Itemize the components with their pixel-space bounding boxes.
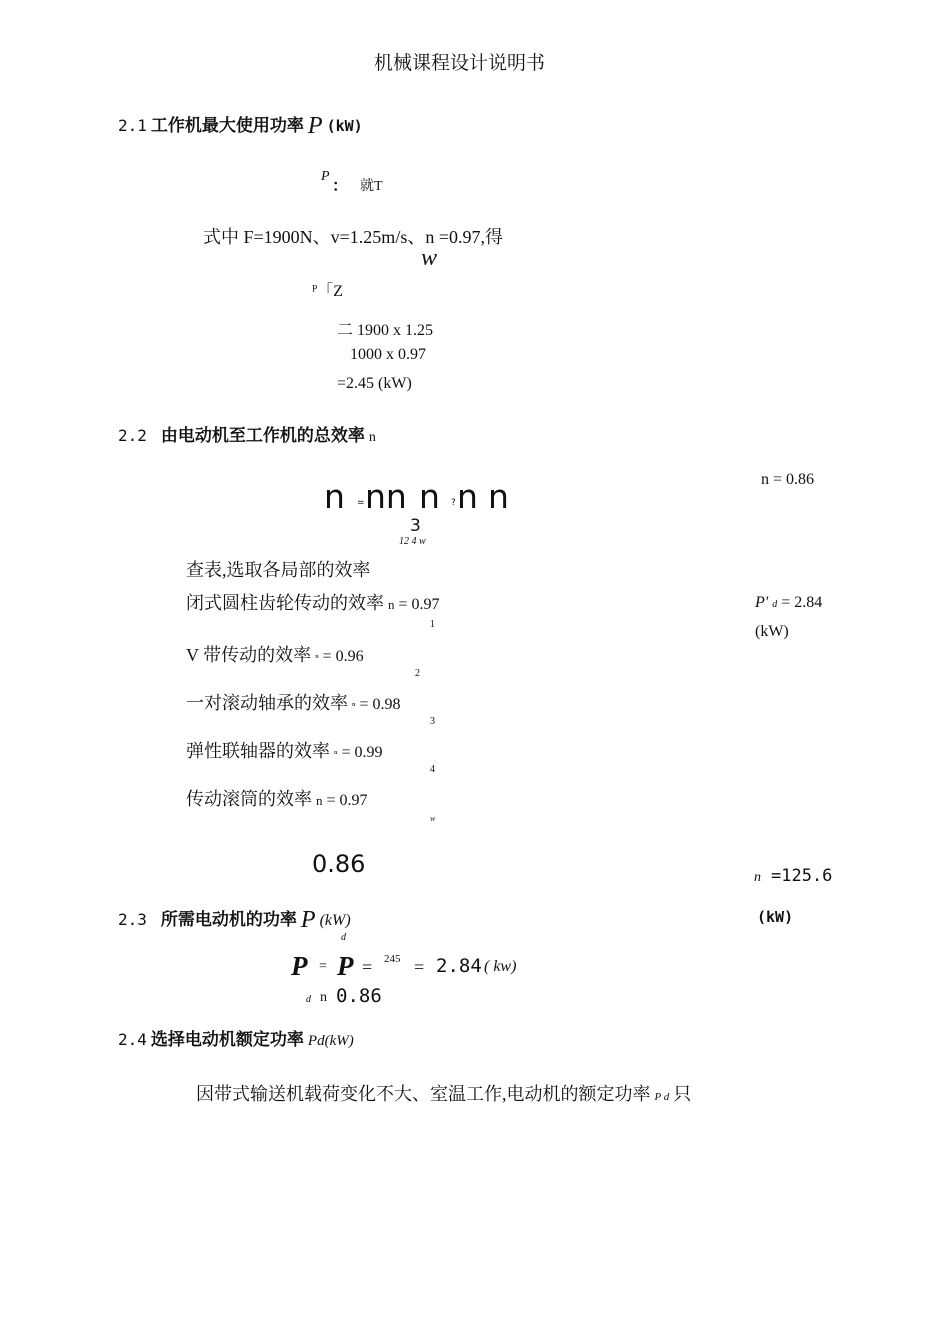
item-label: 一对滚动轴承的效率: [186, 693, 348, 713]
side-note-pd-unit: (kW): [755, 623, 789, 640]
pd-value: = 2.84: [781, 594, 823, 611]
pd-formula-p1: P: [291, 951, 308, 981]
pz-fragment: ᴾ「Z: [312, 283, 344, 300]
given-subscript-w: w: [421, 245, 438, 271]
pd-formula-numerator: 245: [384, 953, 401, 965]
section-title: 选择电动机额定功率: [150, 1030, 304, 1050]
side-note-speed-unit: (kW): [757, 908, 794, 926]
paragraph-symbol: P d: [654, 1091, 670, 1103]
efficiency-formula-exponent: 3: [410, 516, 421, 536]
paragraph-text: 因带式输送机载荷变化不大、室温工作,电动机的额定功率: [196, 1084, 651, 1104]
pd-formula-result: 2.84: [436, 955, 482, 977]
unit-label: (kW): [319, 912, 351, 929]
item-subscript: w: [430, 814, 436, 823]
section-number: 2.4: [118, 1030, 147, 1049]
speed-value: =125.6: [771, 866, 833, 886]
item-subscript: 4: [430, 764, 435, 775]
item-subscript: 1: [430, 619, 435, 630]
item-symbol: ⁿ: [334, 748, 338, 760]
section-title: 由电动机至工作机的总效率: [160, 426, 365, 446]
efficiency-formula-eq: =: [357, 498, 365, 508]
item-value: = 0.98: [359, 696, 401, 713]
list-item: [186, 790, 368, 809]
given-values-text: 式中 F=1900N、v=1.25m/s、n =0.97,得: [203, 227, 503, 247]
page-title: 机械课程设计说明书: [374, 53, 546, 74]
item-symbol: ⁿ: [315, 652, 319, 664]
efficiency-formula-n4: n: [488, 477, 509, 516]
item-symbol: n: [388, 597, 395, 612]
item-value: = 0.99: [341, 744, 383, 761]
paragraph: [196, 1085, 691, 1104]
lookup-text: 查表,选取各局部的效率: [186, 560, 371, 580]
formula-colon: ：: [332, 176, 349, 195]
item-value: = 0.96: [322, 648, 364, 665]
pd-formula-den-n: n: [320, 990, 327, 1005]
pd-formula-unit: ( kw): [484, 958, 517, 975]
section-number: 2.3: [118, 910, 147, 929]
pd-formula-eq1: =: [319, 959, 327, 974]
calc-result: =2.45 (kW): [337, 375, 412, 392]
efficiency-formula-n3: n: [457, 477, 478, 516]
pd-formula-eq2: =: [362, 957, 373, 977]
side-note-pd: [755, 595, 822, 611]
pd-formula-p2: P: [337, 951, 354, 981]
power-symbol: Pd(kW): [307, 1033, 354, 1049]
heading-subscript: d: [341, 932, 346, 943]
unit-label: (kW): [326, 117, 363, 135]
power-symbol: P: [300, 907, 316, 933]
speed-symbol: n: [754, 870, 761, 885]
paragraph-end: 只: [673, 1084, 692, 1104]
item-label: 闭式圆柱齿轮传动的效率: [186, 593, 384, 613]
item-label: V 带传动的效率: [186, 645, 312, 665]
pd-formula-den-value: 0.86: [336, 985, 382, 1007]
item-label: 传动滚筒的效率: [186, 789, 312, 809]
efficiency-formula-n1: n: [324, 477, 345, 516]
side-note-efficiency: n = 0.86: [761, 471, 815, 488]
section-number: 2.1: [118, 116, 147, 135]
calc-numerator: 二 1900 x 1.25: [337, 322, 434, 339]
efficiency-result: 0.86: [312, 850, 366, 878]
pd-formula-sub-d: d: [306, 994, 311, 1005]
efficiency-symbol: n: [368, 430, 376, 445]
side-note-speed: [754, 868, 832, 885]
item-symbol: ⁿ: [352, 700, 356, 712]
pd-formula-eq3: =: [414, 957, 425, 977]
section-title: 所需电动机的功率: [160, 910, 297, 930]
item-label: 弹性联轴器的效率: [186, 741, 330, 761]
list-item: [186, 742, 383, 761]
item-subscript: 3: [430, 716, 435, 727]
list-item: [186, 594, 440, 613]
section-number: 2.2: [118, 426, 147, 445]
section-2-3-heading: [118, 908, 351, 932]
section-2-1-heading: [118, 114, 363, 138]
section-title: 工作机最大使用功率: [150, 116, 304, 136]
item-value: = 0.97: [398, 596, 440, 613]
list-item: [186, 694, 401, 713]
section-2-2-heading: [118, 428, 376, 445]
section-2-4-heading: [118, 1032, 354, 1049]
pd-subscript: d: [772, 599, 778, 610]
power-symbol: P: [307, 113, 323, 139]
efficiency-formula-nn: nn: [365, 477, 407, 516]
formula-rest: 就T: [360, 179, 383, 194]
item-symbol: n: [316, 793, 323, 808]
efficiency-formula-n2: n: [419, 477, 440, 516]
efficiency-formula-q: ?: [451, 498, 456, 508]
calc-denominator: 1000 x 0.97: [350, 346, 426, 363]
item-value: = 0.97: [326, 792, 368, 809]
pd-symbol: P': [755, 594, 769, 611]
formula-p: P: [321, 169, 330, 184]
list-item: [186, 646, 364, 665]
item-subscript: 2: [415, 668, 420, 679]
efficiency-formula-subscripts: 12 4 w: [399, 536, 426, 547]
